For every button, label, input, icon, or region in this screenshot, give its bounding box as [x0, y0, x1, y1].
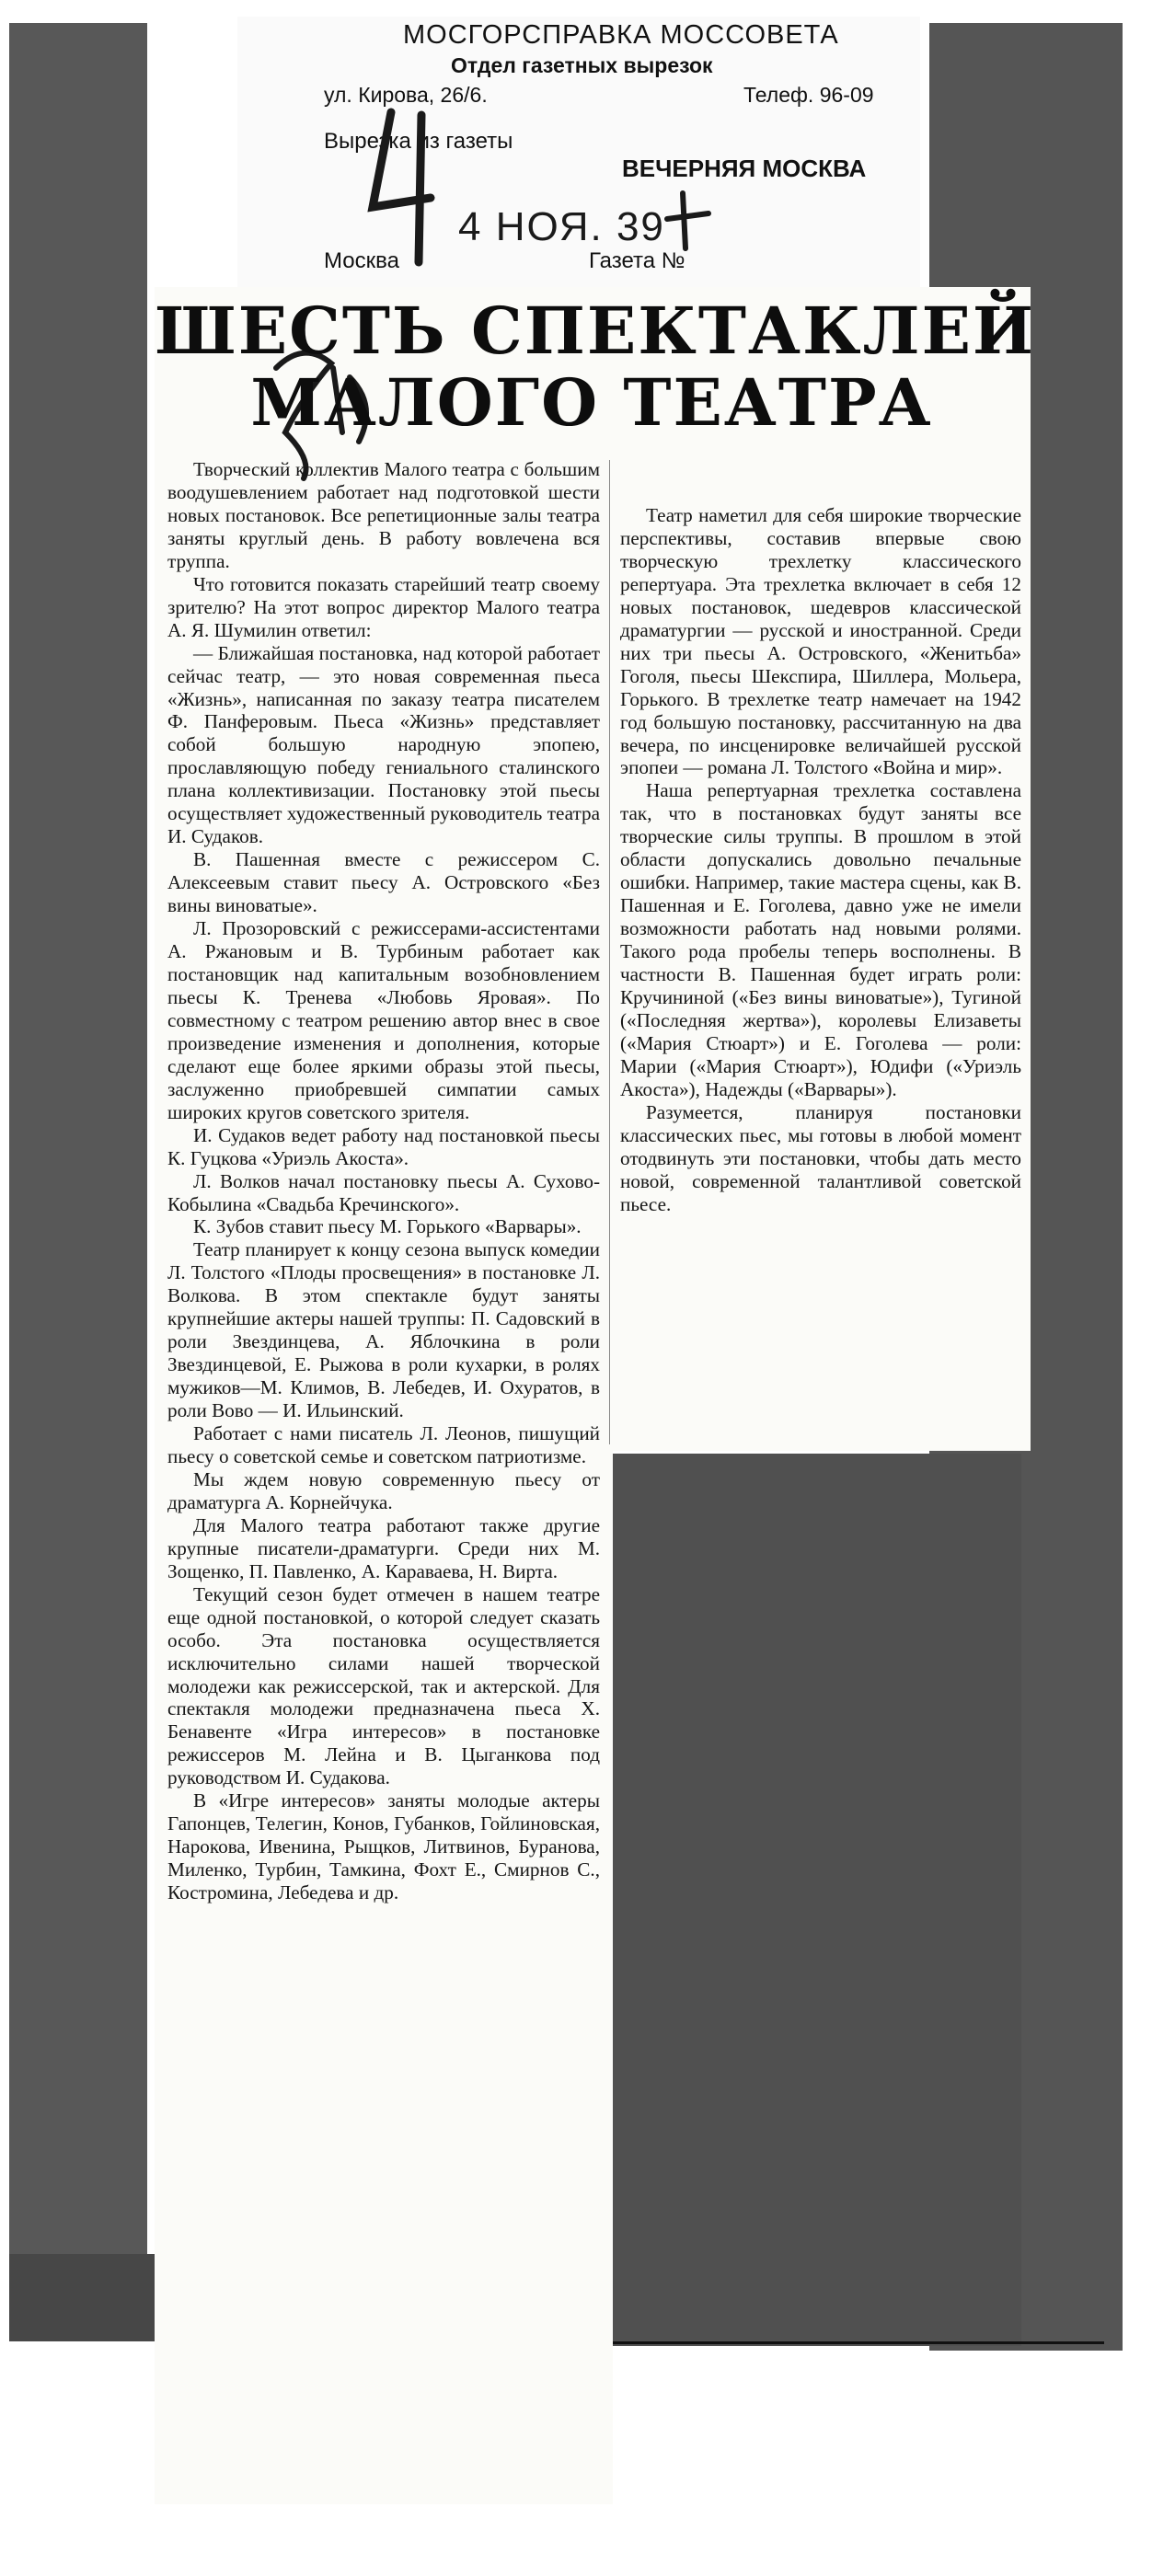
paragraph: Л. Прозоровский с режиссерами-ассистентами А. Ржановым и В. Турбиным работает как постановщик над капитальным возобновлением пьесы К. Тренева «Любовь Яровая». По совместному с театром решению автор внес в свое произведение изменения и дополнения, которые сделают еще более яркими образы этой пьесы, заслуженно приобревшей симпатии самых широких кругов советского зрителя.	[167, 917, 600, 1123]
paragraph: Театр наметил для себя широкие творческие перспективы, составив впервые свою творческую трехлетку классического репертуара. Эта трехлетка включает в себя 12 новых постановок, шедевров классической драматургии — русской и иностранной. Среди них три пьесы А. Островского, «Женитьба» Гоголя, пьесы Шекспира, Шиллера, Мольера, Горького. В трехлетке театр намечает на 1942 год большую постановку, рассчитанную на два вечера, по инсценировке величайшей русской эпопеи — романа Л. Толстого «Война и мир».	[620, 504, 1021, 779]
paragraph: Мы ждем новую современную пьесу от драматурга А. Корнейчука.	[167, 1467, 600, 1513]
agency-address: ул. Кирова, 26/6.	[324, 83, 488, 107]
agency-name: МОСГОРСПРАВКА МОССОВЕТА	[403, 20, 839, 50]
cutting-from-label: Вырезка из газеты	[324, 129, 513, 154]
paragraph: Текущий сезон будет отмечен в нашем театре еще одной постановкой, о которой следует сказать особо. Эта постановка осуществляется исключительно силами нашей творческой молодежи как режиссерской, так и актерской. Для спектакля молодежи предназначена пьеса Х. Бенавенте «Игра интересов» в постановке режиссеров М. Лейна и В. Цыганкова под руководством И. Судакова.	[167, 1582, 600, 1789]
newspaper-name: ВЕЧЕРНЯЯ МОСКВА	[622, 155, 867, 182]
article-right-column	[620, 504, 1021, 1443]
article-headline-line1: ШЕСТЬ СПЕКТАКЛЕЙ	[155, 293, 1036, 369]
article-headline-line2: МАЛОГО ТЕАТРА	[250, 364, 933, 441]
article-left-column	[167, 458, 600, 2501]
paragraph: В. Пашенная вместе с режиссером С. Алексеевым ставит пьесу А. Островского «Без вины виноватые».	[167, 848, 600, 917]
issue-label: Газета №	[589, 248, 685, 273]
department-name: Отдел газетных вырезок	[451, 53, 713, 77]
paragraph: Работает с нами писатель Л. Леонов, пишущий пьесу о советской семье и советском патриотизме.	[167, 1422, 600, 1467]
date-stamp: 4 НОЯ. 39	[458, 204, 665, 249]
city-label: Москва	[324, 248, 399, 273]
paragraph: В «Игре интересов» заняты молодые актеры Гапонцев, Телегин, Конов, Губанков, Гойлиновская, Нарокова, Ивенина, Рыщков, Литвинов, Буранова, Миленко, Турбин, Тамкина, Фохт Е., Смирнов С., Костромина, Лебедева и др.	[167, 1789, 600, 1904]
paragraph: Театр планирует к концу сезона выпуск комедии Л. Толстого «Плоды просвещения» в постановке Л. Волкова. В этом спектакле будут заняты крупнейшие актеры нашей труппы: П. Садовский в роли Звездинцева, А. Яблочкина в роли Звездинцевой, Е. Рыжова в роли кухарки, в ролях мужиков—М. Климов, В. Лебедев, И. Охуратов, в роли Вово — И. Ильинский.	[167, 1238, 600, 1422]
paragraph: Для Малого театра работают также другие крупные писатели-драматурги. Среди них М. Зощенко, П. Павленко, А. Караваева, Н. Вирта.	[167, 1513, 600, 1582]
paragraph: Наша репертуарная трехлетка составлена так, что в постановках будут заняты все творческие силы труппы. В прошлом в этой области допускались довольно печальные ошибки. Например, такие мастера сцены, как В. Пашенная и Е. Гоголева, давно уже не имели возможности работать над новыми ролями. Такого рода пробелы теперь восполнены. В частности В. Пашенная будет играть роли: Кручининой («Без вины виноватые»), Тугиной («Последняя жертва»), королевы Елизаветы («Мария Стюарт») и Е. Гоголева — роли: Марии («Мария Стюарт»), Юдифи («Уриэль Акоста»), Надежды («Варвары»).	[620, 779, 1021, 1100]
agency-phone: Телеф. 96-09	[743, 83, 874, 107]
paragraph: Что готовится показать старейший театр своему зрителю? На этот вопрос директор Малого театра А. Я. Шумилин ответил:	[167, 572, 600, 641]
paragraph: Л. Волков начал постановку пьесы А. Сухово-Кобылина «Свадьба Кречинского».	[167, 1169, 600, 1215]
paragraph: И. Судаков ведет работу над постановкой пьесы К. Гуцкова «Уриэль Акоста».	[167, 1123, 600, 1169]
paragraph: — Ближайшая постановка, над которой работает сейчас театр, — это новая современная пьеса «Жизнь», написанная по заказу театра писателем Ф. Панферовым. Пьеса «Жизнь» представляет собой большую народную эпопею, прославляющую победу гениального сталинского плана коллективизации. Постановку этой пьесы осуществляет художественный руководитель театра И. Судаков.	[167, 641, 600, 848]
paragraph: Творческий коллектив Малого театра с большим воодушевлением работает над подготовкой шести новых постановок. Все репетиционные залы театра заняты круглый день. В работу вовлечена вся труппа.	[167, 458, 600, 572]
paragraph: Разумеется, планируя постановки классических пьес, мы готовы в любой момент отодвинуть эти постановки, чтобы дать место новой, современной талантливой советской пьесе.	[620, 1100, 1021, 1215]
paragraph: К. Зубов ставит пьесу М. Горького «Варвары».	[193, 1215, 582, 1238]
column-divider	[609, 460, 610, 1444]
